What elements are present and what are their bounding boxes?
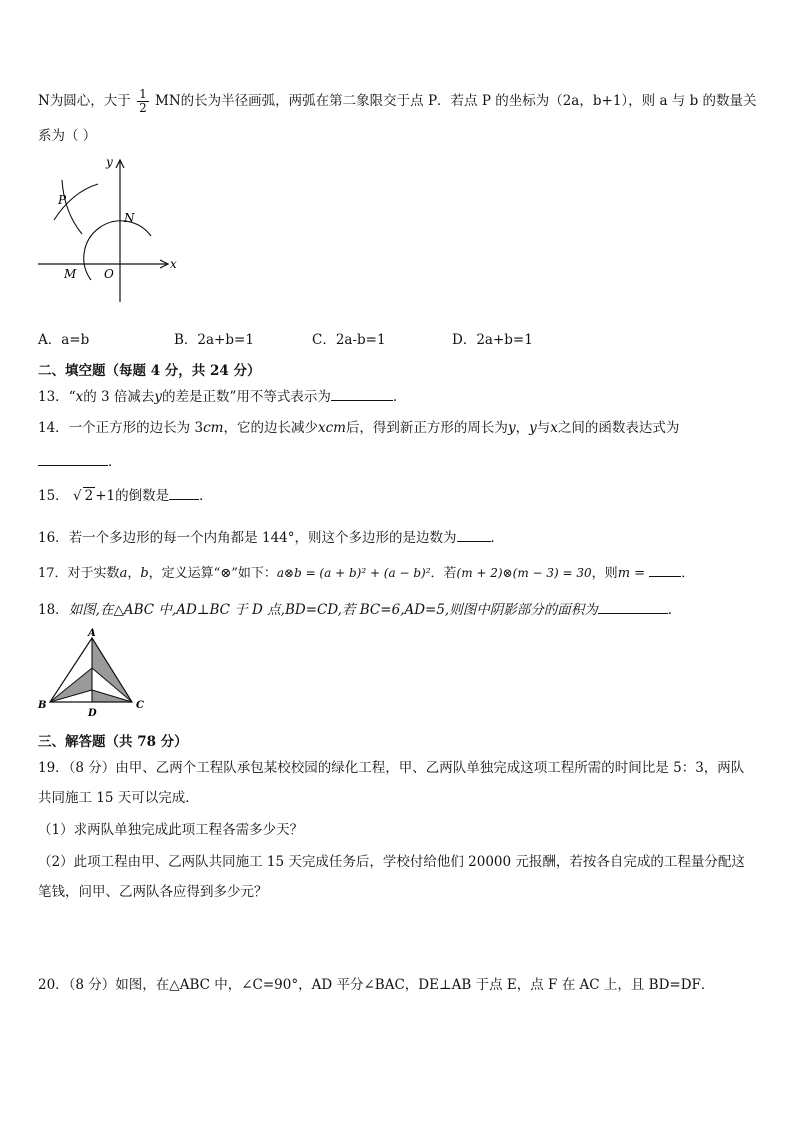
- sqrt-icon: √: [72, 488, 82, 504]
- label-x: x: [170, 257, 177, 271]
- q17: [38, 562, 754, 581]
- q18: [38, 598, 754, 618]
- q17-definition: a⊗b = (a + b)² + (a − b)²: [276, 566, 431, 580]
- label-a: A: [88, 628, 96, 639]
- q17-answer-blank[interactable]: [649, 564, 681, 577]
- q14-text-f: 之间的函数表达式为: [557, 420, 680, 436]
- q19-line2: 共同施工 15 天可以完成．: [38, 790, 199, 806]
- q12-stem-line1: [38, 87, 757, 115]
- q12-fraction: [137, 88, 149, 115]
- q12-frac-num: 1: [139, 87, 147, 101]
- q13-end: ．: [392, 389, 407, 405]
- q16-answer-blank[interactable]: [457, 529, 491, 542]
- q12-text-b: MN的长为半径画弧，两弧在第二象限交于点 P．若点 P 的坐标为（2a，b+1），则 a 与 b 的数量关: [155, 93, 757, 109]
- q15-number: 15．: [38, 488, 69, 504]
- q19-part2-line1: （2）此项工程由甲、乙两队共同施工 15 天完成任务后，学校付给他们 20000 元报酬，若按各自完成的工程量分配这: [38, 854, 745, 870]
- q13-text-a: “: [68, 389, 76, 405]
- q13-number: 13．: [38, 389, 69, 405]
- q14-end: ．: [108, 454, 122, 470]
- q14-var-x: x: [550, 420, 558, 436]
- q14-text-b: ，它的边长减少: [223, 420, 318, 436]
- q15-answer-blank[interactable]: [169, 487, 199, 500]
- q15: [38, 484, 754, 504]
- q14-line2: [38, 450, 754, 470]
- q12-coordinate-figure: [36, 152, 186, 308]
- q12-text-a: N为圆心，大于: [38, 93, 131, 109]
- q13: [38, 385, 754, 405]
- q14-var-xcm: xcm: [317, 420, 346, 436]
- q17-var-m: m =: [617, 566, 646, 581]
- q18-text: 如图,在△ABC 中,AD⊥BC 于 D 点,BD=CD,若 BC=6,AD=5,则图中阴影部分的面积为: [68, 602, 598, 618]
- label-n: N: [124, 211, 135, 225]
- q13-text-b: 的 3 倍减去: [83, 389, 155, 405]
- q18-end: ．: [667, 602, 682, 618]
- q17-text-c: ．若: [430, 566, 457, 581]
- q13-answer-blank[interactable]: [331, 388, 393, 401]
- q15-end: ．: [199, 488, 213, 504]
- q15-radicand: 2: [84, 488, 94, 504]
- q12-frac-den: 2: [139, 101, 147, 115]
- q16-text: 若一个多边形的每一个内角都是 144°，则这个多边形的是边数为: [68, 530, 457, 546]
- q16-number: 16．: [38, 530, 69, 546]
- q16: [38, 526, 754, 546]
- q15-text: 的倒数是: [115, 488, 170, 504]
- q14-var-y: y: [507, 420, 516, 436]
- label-c: C: [136, 700, 144, 711]
- q12-stem-line2: 系为（ ）: [38, 128, 97, 144]
- q13-text-c: 的差是正数”用不等式表示为: [162, 389, 331, 405]
- q12-option-b[interactable]: B．2a+b=1: [174, 332, 254, 348]
- q18-triangle-figure: [36, 626, 152, 718]
- label-b: B: [38, 700, 47, 711]
- q12-option-c[interactable]: C．2a-b=1: [312, 332, 386, 348]
- q13-var-x: x: [75, 389, 84, 405]
- q17-var-a: a: [119, 566, 128, 581]
- q14-number: 14．: [38, 420, 69, 436]
- label-o: O: [104, 267, 114, 281]
- q18-number: 18．: [38, 602, 69, 618]
- circle-arc: [84, 221, 151, 280]
- q14-text-a: 一个正方形的边长为 3: [68, 420, 204, 436]
- section-2-heading: 二、填空题（每题 4 分，共 24 分）: [38, 363, 261, 379]
- q19-part2-line2: 笔钱，问甲、乙两队各应得到多少元？: [38, 884, 268, 900]
- q18-answer-blank[interactable]: [598, 601, 668, 614]
- q14-answer-blank[interactable]: [38, 453, 108, 466]
- label-d: D: [88, 708, 97, 718]
- q14-line1: [38, 416, 754, 436]
- label-p: P: [58, 193, 67, 207]
- q13-var-y: y: [154, 389, 163, 405]
- q16-end: ．: [490, 530, 504, 546]
- q14-unit-cm: cm: [203, 420, 224, 436]
- q17-comma: ，: [127, 566, 141, 581]
- q14-var-y2: y: [529, 420, 537, 436]
- q14-text-d: ，: [515, 420, 530, 436]
- section-3-heading: 三、解答题（共 78 分）: [38, 734, 188, 750]
- label-m: M: [64, 267, 77, 281]
- arc-from-n: [62, 180, 82, 234]
- q17-text-d: ，则: [591, 566, 618, 581]
- q17-text-b: ，定义运算“⊗”如下：: [148, 566, 277, 581]
- label-y: y: [106, 155, 113, 169]
- q17-end: ．: [681, 566, 695, 581]
- q20: 20．（8 分）如图，在△ABC 中，∠C=90°，AD 平分∠BAC，DE⊥AB 于点 E，点 F 在 AC 上，且 BD=DF．: [38, 977, 715, 993]
- q17-equation: (m + 2)⊗(m − 3) = 30: [456, 566, 592, 580]
- q19-line1: 19．（8 分）由甲、乙两个工程队承包某校校园的绿化工程，甲、乙两队单独完成这项工程所需的时间比是 5：3，两队: [38, 760, 745, 776]
- q17-number: 17．: [38, 566, 68, 581]
- q17-text-a: 对于实数: [67, 566, 120, 581]
- q15-plus-one: +1: [95, 488, 116, 504]
- q12-option-a[interactable]: A．a=b: [38, 332, 90, 348]
- q17-var-b: b: [140, 566, 149, 581]
- q14-text-e: 与: [536, 420, 551, 436]
- q12-option-d[interactable]: D．2a+b=1: [452, 332, 533, 348]
- q19-part1: （1）求两队单独完成此项工程各需多少天？: [38, 822, 304, 838]
- q14-text-c: 后，得到新正方形的周长为: [345, 420, 508, 436]
